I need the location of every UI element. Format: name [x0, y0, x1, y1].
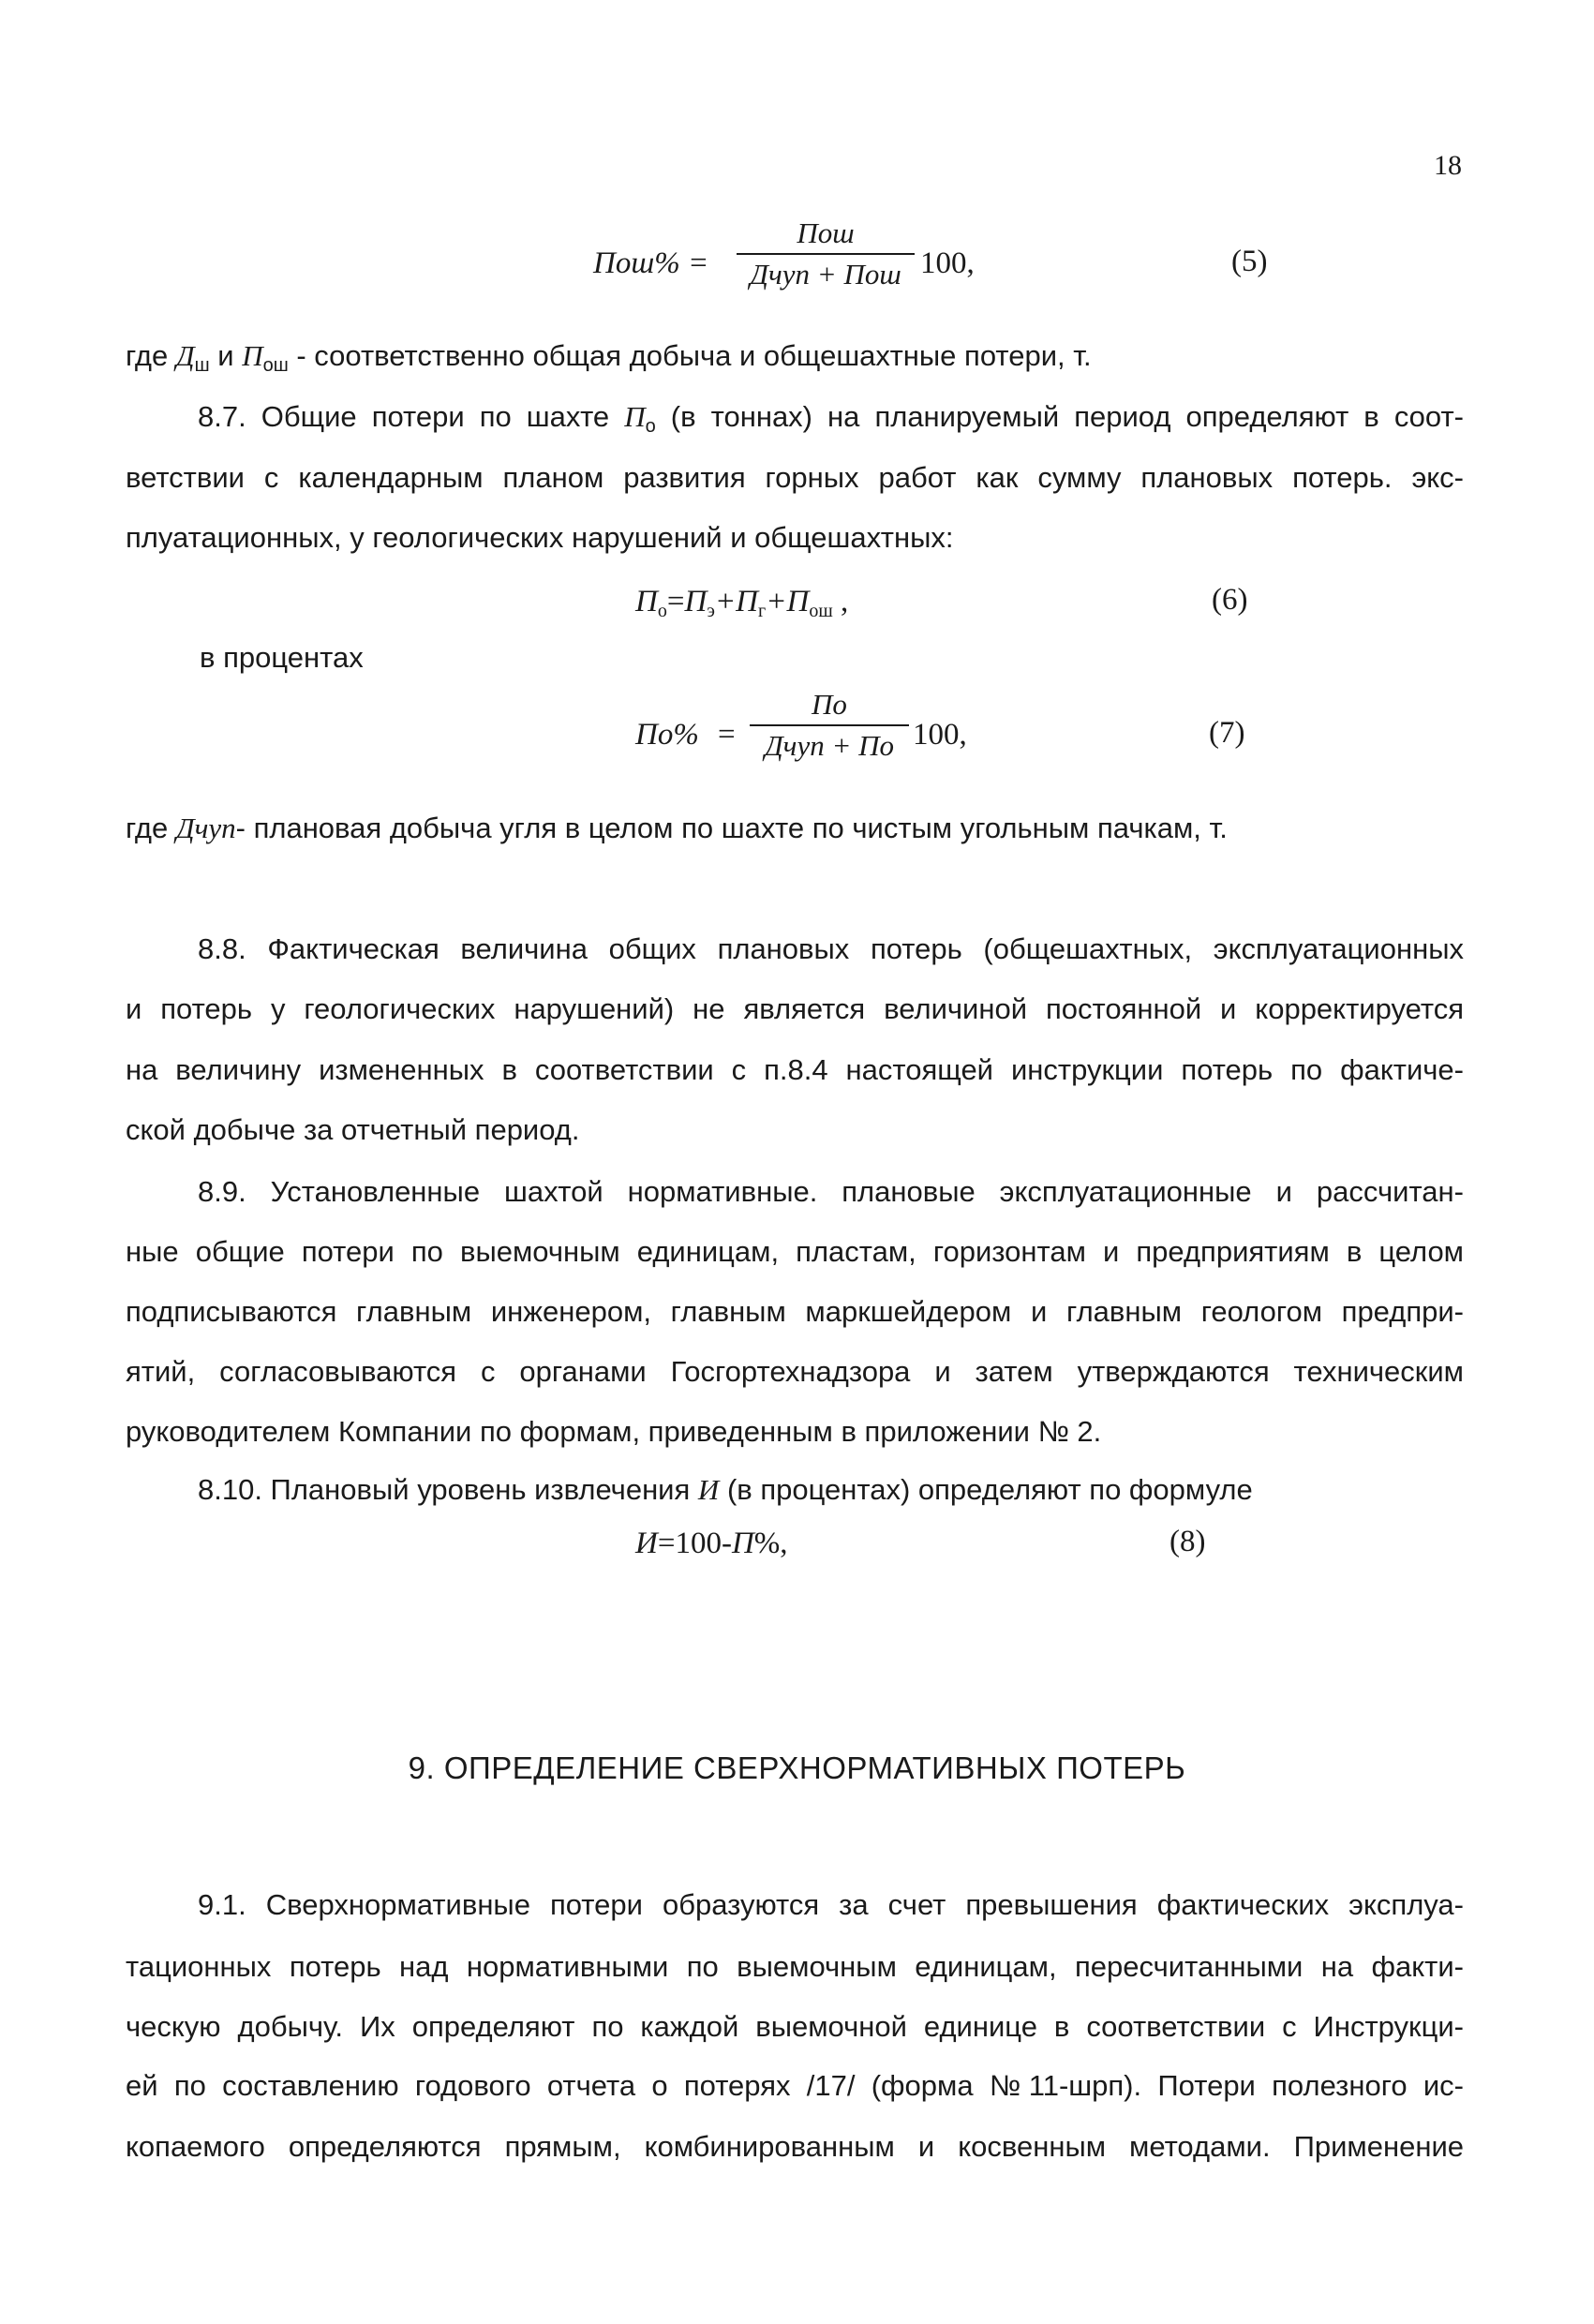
- where1-sub1: ш: [194, 355, 210, 376]
- eq6-eq: =: [666, 585, 685, 618]
- where1-sym2: П: [242, 339, 263, 372]
- eq7-lhs: По%: [635, 718, 699, 752]
- p87-symbol: П: [624, 400, 646, 433]
- p810-pre: 8.10. Плановый уровень извлечения: [198, 1473, 691, 1506]
- eq5-factor: 100,: [920, 246, 975, 280]
- eq7-eq: =: [718, 718, 736, 752]
- where1-mid: и: [209, 339, 243, 372]
- eq7-factor: 100,: [913, 718, 967, 752]
- where-line-2: [126, 812, 1464, 845]
- eq7-denominator: Дчуп + По: [764, 729, 895, 762]
- p810-line: [198, 1473, 1464, 1507]
- p88-line-3: на величину измененных в соответствии с п.8.4 настоящей инструкции потерь по фактиче-: [126, 1053, 1464, 1086]
- p89-line-4: ятий, согласовываются с органами Госгортехнадзора и затем утверждаются техническим: [126, 1355, 1464, 1388]
- p88-line-1: 8.8. Фактическая величина общих плановых потерь (общешахтных, эксплуатационных: [198, 932, 1464, 965]
- section-heading: 9. ОПРЕДЕЛЕНИЕ СВЕРХНОРМАТИВНЫХ ПОТЕРЬ: [408, 1750, 1186, 1785]
- eq5-numerator: Пош: [797, 216, 855, 249]
- p87-sub: о: [645, 416, 656, 437]
- p91-line-5: копаемого определяются прямым, комбинированным и косвенным методами. Применение: [126, 2130, 1464, 2163]
- eq8-c: П: [731, 1527, 754, 1560]
- eq8-b: =100-: [657, 1527, 732, 1560]
- p88-line-2: и потерь у геологических нарушений) не является величиной постоянной и корректируется: [126, 992, 1464, 1025]
- where1-sub2: ош: [262, 355, 289, 376]
- eq6-c-sub: г: [758, 601, 767, 621]
- eq6-d-sub: ош: [809, 601, 833, 621]
- p89-line-3: подписываются главным инженером, главным маркшейдером и главным геологом предпри-: [126, 1295, 1464, 1328]
- p810-post: (в процентах) определяют по формуле: [726, 1473, 1253, 1506]
- eq6-label: (6): [1212, 583, 1248, 617]
- p88-line-4: ской добыче за отчетный период.: [126, 1113, 580, 1146]
- p91-line-4: ей по составлению годового отчета о потерях /17/ (форма №11-шрп). Потери полезного ис-: [126, 2069, 1464, 2102]
- where-line-1: [126, 339, 1464, 382]
- p89-line-2: ные общие потери по выемочным единицам, пластам, горизонтам и предприятиям в целом: [126, 1235, 1464, 1268]
- eq5-denominator: Дчуп + Пош: [750, 258, 901, 290]
- in-percent-label: в процентах: [200, 641, 364, 674]
- eq6-c: +П: [714, 585, 759, 618]
- eq7-fraction: [750, 687, 909, 764]
- eq6-a-sub: о: [657, 601, 667, 621]
- where1-pre: где: [126, 339, 176, 372]
- eq6-d: +П: [766, 585, 810, 618]
- p91-line-2: тационных потерь над нормативными по выемочным единицам, пересчитанными на факти-: [126, 1950, 1464, 1983]
- p87-text-b: (в тоннах) на планируемый период определяют в соот-: [670, 400, 1464, 433]
- p91-line-3: ческую добычу. Их определяют по каждой выемочной единице в соответствии с Инструкци-: [126, 2010, 1464, 2043]
- eq5-lhs: Пош% =: [593, 246, 709, 280]
- eq6-b: П: [684, 585, 708, 618]
- eq5-label: (5): [1231, 245, 1268, 278]
- p91-line-1: 9.1. Сверхнормативные потери образуются за счет превышения фактических эксплуа-: [198, 1888, 1464, 1921]
- eq5-fraction: [737, 216, 915, 292]
- eq7-label: (7): [1209, 716, 1245, 750]
- eq7-numerator: По: [812, 688, 847, 721]
- p87-line-1: [198, 400, 1464, 443]
- eq8-d: %,: [753, 1527, 788, 1560]
- eq6-tail: ,: [832, 585, 849, 618]
- p89-line-1: 8.9. Установленные шахтой нормативные. плановые эксплуатационные и рассчитан-: [198, 1175, 1464, 1208]
- where2-post: - плановая добыча угля в целом по шахте по чистым угольным пачкам, т.: [235, 812, 1228, 844]
- where1-post: - соответственно общая добыча и общешахтные потери, т.: [288, 339, 1092, 372]
- where2-sym: Дчуп: [175, 812, 236, 844]
- eq6-a: П: [635, 585, 658, 618]
- eq8-label: (8): [1169, 1525, 1206, 1558]
- p810-symbol: И: [697, 1473, 720, 1506]
- where1-sym1: Д: [175, 339, 195, 372]
- p89-line-5: руководителем Компании по формам, приведенным в приложении № 2.: [126, 1415, 1102, 1448]
- p87-line-3: плуатационных, у геологических нарушений и общешахтных:: [126, 521, 954, 554]
- p87-line-2: ветствии с календарным планом развития горных работ как сумму плановых потерь. экс-: [126, 461, 1464, 494]
- page-number: 18: [1434, 150, 1462, 181]
- p87-text-a: 8.7. Общие потери по шахте: [198, 400, 610, 433]
- eq6-b-sub: э: [707, 601, 715, 621]
- where2-pre: где: [126, 812, 176, 844]
- eq8-a: И: [635, 1527, 658, 1560]
